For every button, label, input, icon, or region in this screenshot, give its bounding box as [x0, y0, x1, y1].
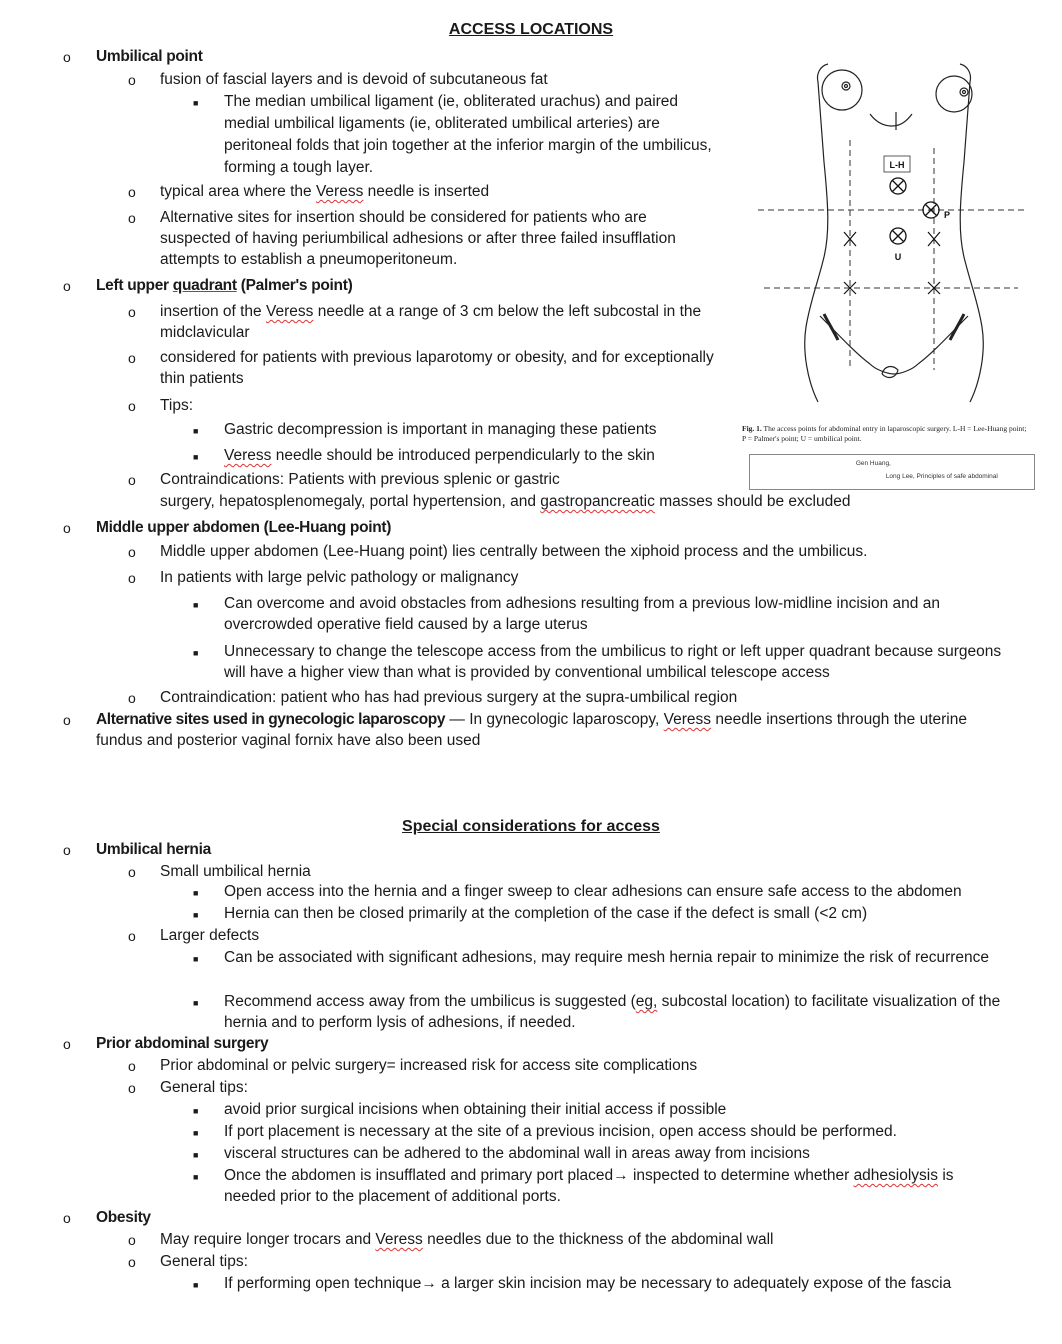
palmers-contraindications-line1: Contraindications: Patients with previous splenic or gastric [160, 471, 560, 488]
bullet: o [128, 210, 136, 226]
prior-insufflated: Once the abdomen is insufflated and primary port placed→ inspected to determine whether adhesiolysis is needed prior to the placement of additional ports. [224, 1167, 954, 1205]
lee-huang-location: Middle upper abdomen (Lee-Huang point) lies centrally between the xiphoid process and the umbilicus. [160, 543, 868, 560]
umbilical-typical-text: typical area where the Veress needle is inserted [160, 183, 490, 200]
larger-defects-text: Larger defects [160, 927, 260, 944]
bullet: o [128, 570, 136, 586]
marker-palmer: P [943, 210, 951, 220]
bullet: o [63, 520, 71, 536]
access-points-figure [758, 52, 1028, 422]
bullet: ■ [193, 600, 199, 610]
marker-lee-huang: L-H [889, 160, 905, 170]
umbilical-fusion-text: fusion of fascial layers and is devoid of subcutaneous fat [160, 71, 548, 88]
bullet: ■ [193, 1106, 199, 1116]
bullet: ■ [193, 1280, 199, 1290]
bullet: ■ [193, 888, 199, 898]
bullet: ■ [193, 426, 199, 436]
obesity-label: Obesity [96, 1209, 151, 1226]
credit-line-2: Long Lee, Principles of safe abdominal [885, 473, 998, 480]
bullet: ■ [193, 954, 199, 964]
bullet: o [128, 864, 136, 880]
bullet: o [128, 544, 136, 560]
figure-caption: Fig. 1. The access points for abdominal entry in laparoscopic surgery. L-H = Lee-Huang point; P = Palmer's point; U = umbilical point. [742, 424, 1027, 443]
palmers-contraindications-line2: surgery, hepatosplenomegaly, portal hypertension, and gastropancreatic masses should be excluded [160, 493, 851, 510]
palmers-tips-label: Tips: [160, 397, 194, 414]
bullet: ■ [193, 910, 199, 920]
bullet: o [63, 712, 71, 728]
bullet: o [128, 72, 136, 88]
bullet: o [128, 690, 136, 706]
prior-surgery-risk: Prior abdominal or pelvic surgery= increased risk for access site complications [160, 1057, 698, 1074]
special-considerations-heading: Special considerations for access [402, 818, 660, 835]
bullet: ■ [193, 452, 199, 462]
bullet: ■ [193, 1150, 199, 1160]
bullet: o [128, 350, 136, 366]
bullet: o [128, 1080, 136, 1096]
hernia-recommend: Recommend access away from the umbilicus is suggested (eg, subcostal location) to facilitate visualization of the hernia and to perform lysis of adhesions, if needed. [224, 993, 1001, 1031]
palmers-insertion-text: insertion of the Veress needle at a range of 3 cm below the left subcostal in the midclavicular [160, 303, 702, 341]
bullet: ■ [193, 1172, 199, 1182]
marker-umbilical: U [894, 252, 902, 262]
prior-port: If port placement is necessary at the site of a previous incision, open access should be performed. [224, 1123, 897, 1140]
lee-huang-contraindication: Contraindication: patient who has had previous surgery at the supra-umbilical region [160, 689, 738, 706]
bullet: o [128, 1254, 136, 1270]
obesity-open: If performing open technique→ a larger skin incision may be necessary to adequately expose of the fascia [224, 1275, 952, 1292]
bullet: o [128, 928, 136, 944]
umbilical-ligament-text: The median umbilical ligament (ie, obliterated urachus) and paired medial umbilical ligaments (ie, obliterated umbilical arteries) are peritoneal folds that join together at the inferior margin of the umbilicus, forming a tough layer. [224, 93, 712, 176]
obesity-longer: May require longer trocars and Veress needles due to the thickness of the abdominal wall [160, 1231, 774, 1248]
prior-visceral: visceral structures can be adhered to the abdominal wall in areas away from incisions [224, 1145, 810, 1162]
lee-huang-unnecessary: Unnecessary to change the telescope access from the umbilicus to right or left upper quadrant because surgeons will have a higher view than what is provided by conventional umbilical telescope access [224, 643, 1002, 681]
bullet: o [128, 1058, 136, 1074]
palmers-point-label: Left upper quadrant (Palmer's point) [96, 277, 353, 294]
umbilical-hernia-label: Umbilical hernia [96, 841, 211, 858]
bullet: ■ [193, 98, 199, 108]
bullet: o [63, 1210, 71, 1226]
bullet: o [128, 304, 136, 320]
obesity-general-tips: General tips: [160, 1253, 248, 1270]
lee-huang-pelvic: In patients with large pelvic pathology or malignancy [160, 569, 519, 586]
palmers-tip-gastric: Gastric decompression is important in managing these patients [224, 421, 657, 438]
hernia-closed: Hernia can then be closed primarily at the completion of the case if the defect is small (<2 cm) [224, 905, 868, 922]
umbilical-point-label: Umbilical point [96, 48, 203, 65]
palmers-tip-veress: Veress needle should be introduced perpendicularly to the skin [224, 447, 655, 464]
hernia-mesh: Can be associated with significant adhesions, may require mesh hernia repair to minimize the risk of recurrence [224, 949, 990, 966]
bullet: o [63, 842, 71, 858]
bullet: o [63, 278, 71, 294]
hernia-open-access: Open access into the hernia and a finger sweep to clear adhesions can ensure safe access to the abdomen [224, 883, 962, 900]
bullet: ■ [193, 1128, 199, 1138]
bullet: o [128, 398, 136, 414]
access-locations-heading: ACCESS LOCATIONS [448, 21, 614, 38]
palmers-considered-text: considered for patients with previous laparotomy or obesity, and for exceptionally thin patients [160, 349, 714, 387]
credit-line-1: Gen Huang, [855, 460, 891, 467]
bullet: o [128, 1232, 136, 1248]
figure-credit [749, 454, 1035, 490]
bullet: ■ [193, 648, 199, 658]
bullet: ■ [193, 998, 199, 1008]
bullet: o [128, 472, 136, 488]
alternative-sites-text: Alternative sites used in gynecologic laparoscopy — In gynecologic laparoscopy, Veress needle insertions through the uterine fundus and posterior vaginal fornix have also been used [96, 711, 967, 749]
bullet: o [63, 49, 71, 65]
small-hernia-text: Small umbilical hernia [160, 863, 311, 880]
umbilical-alternative-text: Alternative sites for insertion should be considered for patients who are suspected of having periumbilical adhesions or after three failed insufflation attempts to establish a pneumoperitoneum. [160, 209, 676, 268]
lee-huang-label: Middle upper abdomen (Lee-Huang point) [96, 519, 392, 536]
lee-huang-overcome: Can overcome and avoid obstacles from adhesions resulting from a previous low-midline incision and an overcrowded operative field caused by a large uterus [224, 595, 940, 633]
bullet: o [63, 1036, 71, 1052]
bullet: o [128, 184, 136, 200]
prior-surgery-label: Prior abdominal surgery [96, 1035, 269, 1052]
prior-general-tips: General tips: [160, 1079, 248, 1096]
prior-avoid: avoid prior surgical incisions when obtaining their initial access if possible [224, 1101, 727, 1118]
